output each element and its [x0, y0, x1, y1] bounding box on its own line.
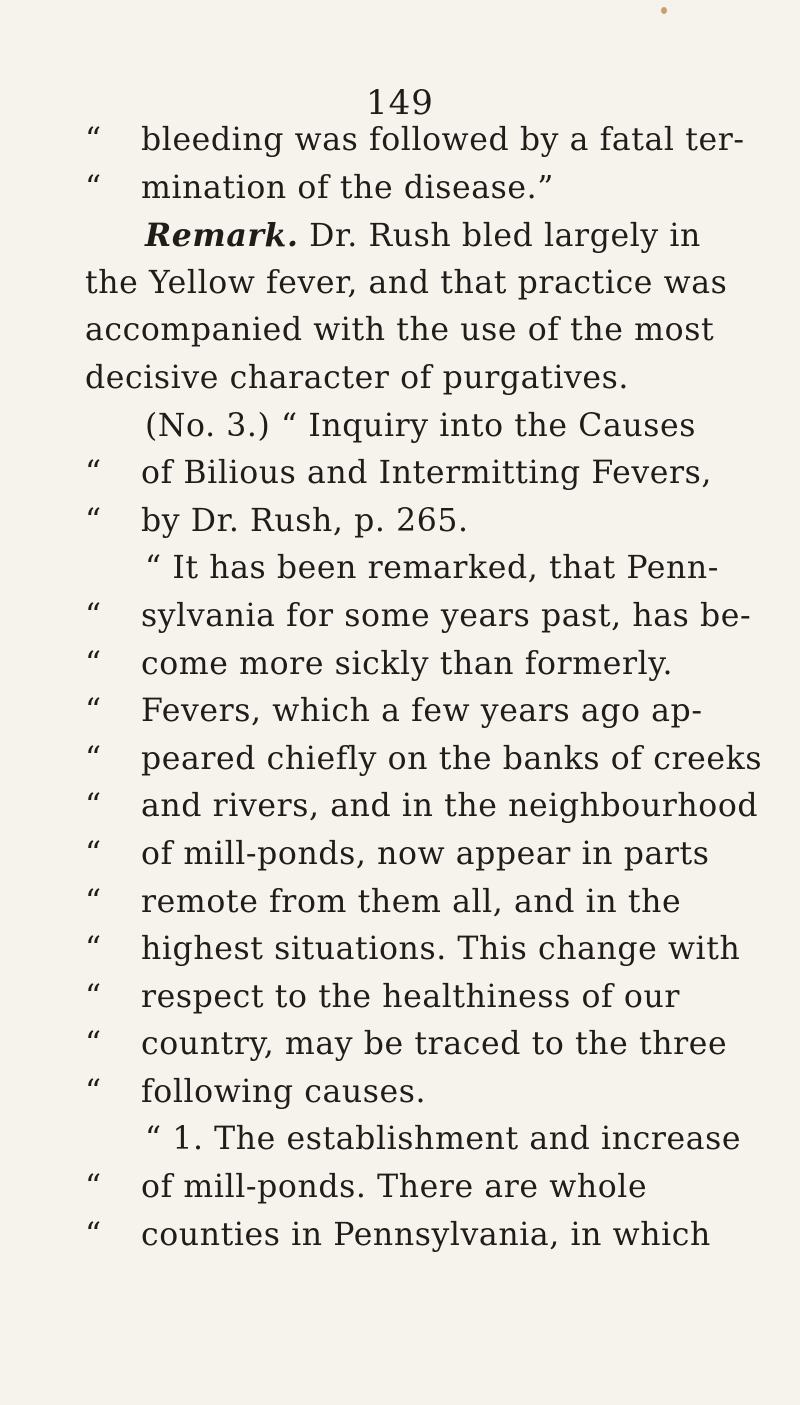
paper-spot	[661, 7, 667, 14]
line-text: following causes.	[141, 1073, 427, 1110]
remark-label: Remark.	[145, 217, 299, 255]
line-text: highest situations. This change with	[141, 931, 741, 968]
quote-mark: “	[85, 502, 102, 539]
quote-mark: “	[85, 740, 102, 777]
text-line	[85, 1212, 750, 1260]
line-text: Dr. Rush bled largely in	[298, 218, 701, 255]
quote-mark: “	[85, 122, 102, 158]
text-line	[85, 1116, 750, 1164]
text-line	[85, 641, 750, 689]
text-line	[85, 736, 763, 784]
quote-mark: “	[85, 645, 102, 682]
page-number: 149	[366, 83, 434, 123]
text-line	[85, 974, 750, 1022]
quote-mark: “	[85, 597, 102, 634]
quote-mark: “	[85, 931, 102, 968]
line-text: bleeding was followed by a fatal ter-	[141, 122, 745, 158]
text-line	[85, 831, 750, 879]
line-text: mination of the disease.”	[141, 169, 554, 206]
text-line	[85, 545, 750, 593]
line-text: “ 1. The establishment and increase	[145, 1121, 742, 1158]
line-text: of mill-ponds, now appear in parts	[141, 835, 710, 872]
line-text: Fevers, which a few years ago ap-	[141, 693, 703, 730]
text-line	[85, 403, 750, 451]
line-text: and rivers, and in the neighbourhood	[141, 788, 759, 825]
quote-mark: “	[85, 1169, 102, 1206]
text-line	[85, 926, 750, 974]
line-text: “ It has been remarked, that Penn-	[145, 550, 719, 587]
text-line	[85, 307, 750, 355]
line-text: remote from them all, and in the	[141, 883, 682, 920]
text-line	[85, 1069, 750, 1117]
line-text: (No. 3.) “ Inquiry into the Causes	[145, 407, 697, 444]
text-line	[85, 450, 750, 498]
line-text: by Dr. Rush, p. 265.	[141, 502, 469, 539]
quote-mark: “	[85, 788, 102, 825]
line-text: come more sickly than formerly.	[141, 645, 674, 682]
line-text: counties in Pennsylvania, in which	[141, 1216, 711, 1253]
quote-mark: “	[85, 978, 102, 1015]
quote-mark: “	[85, 693, 102, 730]
line-text: of mill-ponds. There are whole	[141, 1169, 648, 1206]
text-line	[85, 117, 750, 165]
quote-mark: “	[85, 835, 102, 872]
text-line	[85, 688, 750, 736]
quote-mark: “	[85, 169, 102, 206]
text-line	[85, 879, 750, 927]
text-line	[85, 260, 750, 308]
line-text: peared chiefly on the banks of creeks	[141, 740, 763, 777]
line-text: country, may be traced to the three	[141, 1026, 728, 1063]
text-line	[85, 498, 750, 546]
body-text	[85, 117, 763, 1259]
line-text: the Yellow fever, and that practice was	[85, 264, 728, 301]
quote-mark: “	[85, 883, 102, 920]
text-line	[85, 165, 750, 213]
line-text: accompanied with the use of the most	[85, 312, 715, 349]
quote-mark: “	[85, 1216, 102, 1253]
line-text: sylvania for some years past, has be-	[141, 597, 752, 634]
line-text: decisive character of purgatives.	[85, 359, 630, 396]
text-line	[85, 1164, 750, 1212]
text-line	[85, 783, 759, 831]
text-line	[85, 593, 750, 641]
text-line	[85, 1021, 750, 1069]
line-text: of Bilious and Intermitting Fevers,	[141, 455, 713, 492]
text-line	[85, 212, 750, 260]
quote-mark: “	[85, 1026, 102, 1063]
text-line	[85, 355, 750, 403]
quote-mark: “	[85, 1073, 102, 1110]
quote-mark: “	[85, 455, 102, 492]
line-text: respect to the healthiness of our	[141, 978, 681, 1015]
